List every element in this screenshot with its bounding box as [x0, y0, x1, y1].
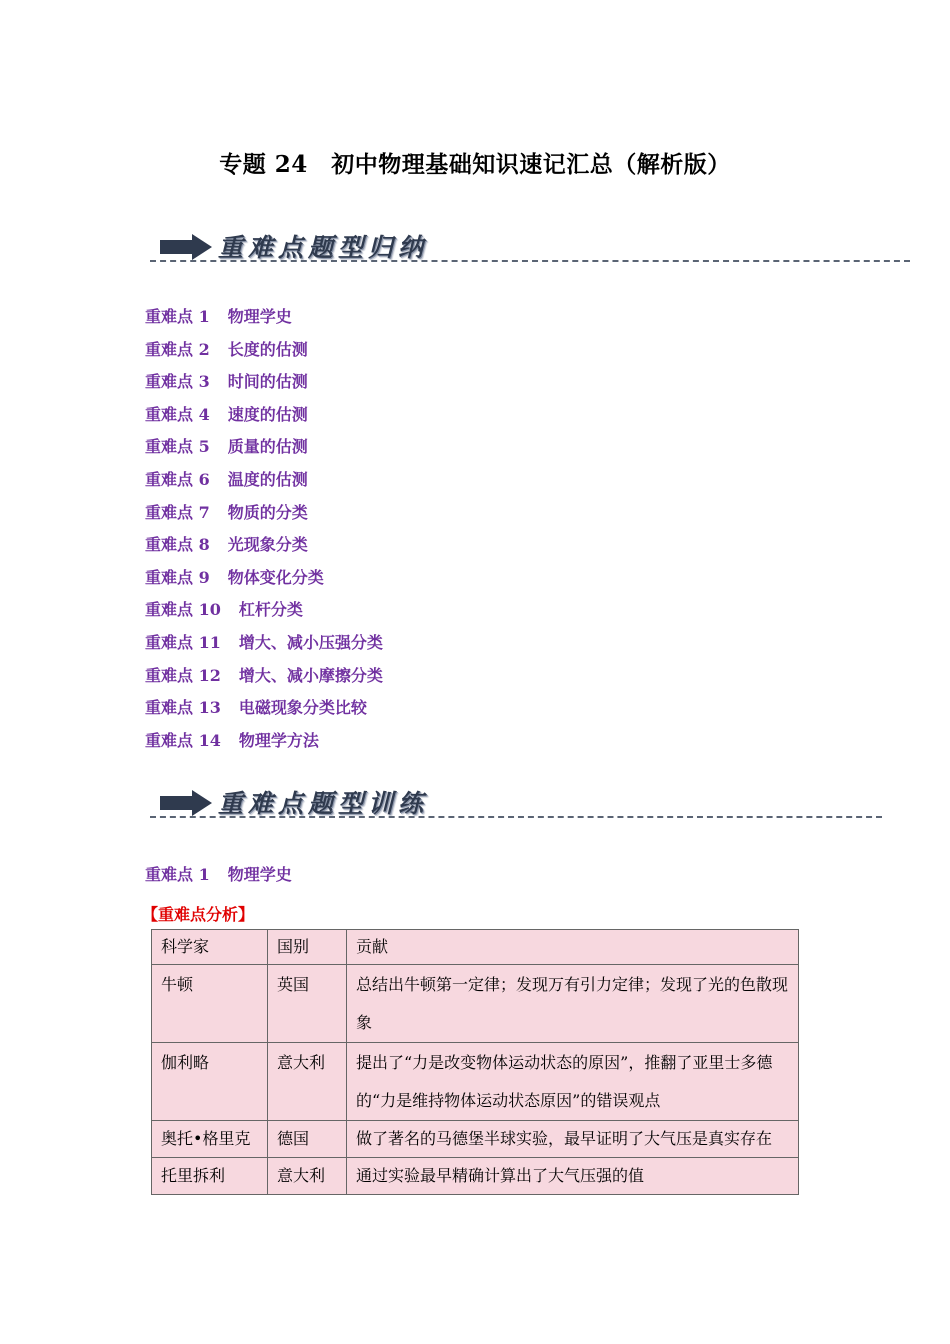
toc-item[interactable]: 重难点 9 物体变化分类: [145, 567, 324, 587]
table-header-cell: 科学家: [152, 930, 268, 965]
toc-item[interactable]: 重难点 2 长度的估测: [145, 339, 308, 359]
table-cell: 意大利: [268, 1043, 347, 1121]
subsection-title: 重难点 1 物理学史: [145, 865, 292, 884]
table-row: [152, 1121, 799, 1158]
table-cell: 牛顿: [152, 965, 268, 1043]
table-header-row: [152, 930, 799, 965]
table-cell: 提出了“力是改变物体运动状态的原因”，推翻了亚里士多德的“力是维持物体运动状态原因”的错误观点: [347, 1043, 799, 1121]
table-cell: 奥托•格里克: [152, 1121, 268, 1158]
arrow-right-icon: [160, 234, 212, 260]
table-cell: 英国: [268, 965, 347, 1043]
toc-item[interactable]: 重难点 3 时间的估测: [145, 372, 308, 392]
section-title: 重难点题型归纳: [218, 233, 429, 262]
section-header-practice: [150, 784, 882, 824]
toc-item[interactable]: 重难点 6 温度的估测: [145, 469, 308, 489]
table-cell: 总结出牛顿第一定律；发现万有引力定律；发现了光的色散现象: [347, 965, 799, 1043]
toc-item[interactable]: 重难点 10 杠杆分类: [145, 600, 303, 620]
table-cell: 意大利: [268, 1158, 347, 1195]
toc-item[interactable]: 重难点 8 光现象分类: [145, 535, 308, 555]
table-cell: 伽利略: [152, 1043, 268, 1121]
table-header-cell: 贡献: [347, 930, 799, 965]
table-cell: 做了著名的马德堡半球实验，最早证明了大气压是真实存在: [347, 1121, 799, 1158]
table-header-cell: 国别: [268, 930, 347, 965]
table-cell: 德国: [268, 1121, 347, 1158]
toc-item[interactable]: 重难点 14 物理学方法: [145, 730, 319, 750]
analysis-label: 【重难点分析】: [142, 905, 255, 924]
table-cell: 托里拆利: [152, 1158, 268, 1195]
toc-item[interactable]: 重难点 4 速度的估测: [145, 404, 308, 424]
toc-item[interactable]: 重难点 11 增大、减小压强分类: [145, 632, 383, 652]
toc-item[interactable]: 重难点 13 电磁现象分类比较: [145, 698, 367, 718]
table-row: [152, 1043, 799, 1121]
table-cell: 通过实验最早精确计算出了大气压强的值: [347, 1158, 799, 1195]
divider: [150, 260, 910, 262]
section-title: 重难点题型训练: [218, 789, 429, 818]
toc-list: [145, 306, 383, 762]
page-title: 专题 24 初中物理基础知识速记汇总（解析版）: [219, 151, 731, 178]
toc-item[interactable]: 重难点 7 物质的分类: [145, 502, 308, 522]
arrow-right-icon: [160, 790, 212, 816]
toc-item[interactable]: 重难点 1 物理学史: [145, 307, 292, 326]
toc-item[interactable]: 重难点 12 增大、减小摩擦分类: [145, 665, 383, 685]
divider: [150, 816, 882, 818]
scientist-table: [151, 929, 799, 1195]
table-row: [152, 965, 799, 1043]
section-header-summary: [150, 228, 910, 268]
table-row: [152, 1158, 799, 1195]
toc-item[interactable]: 重难点 5 质量的估测: [145, 437, 308, 457]
